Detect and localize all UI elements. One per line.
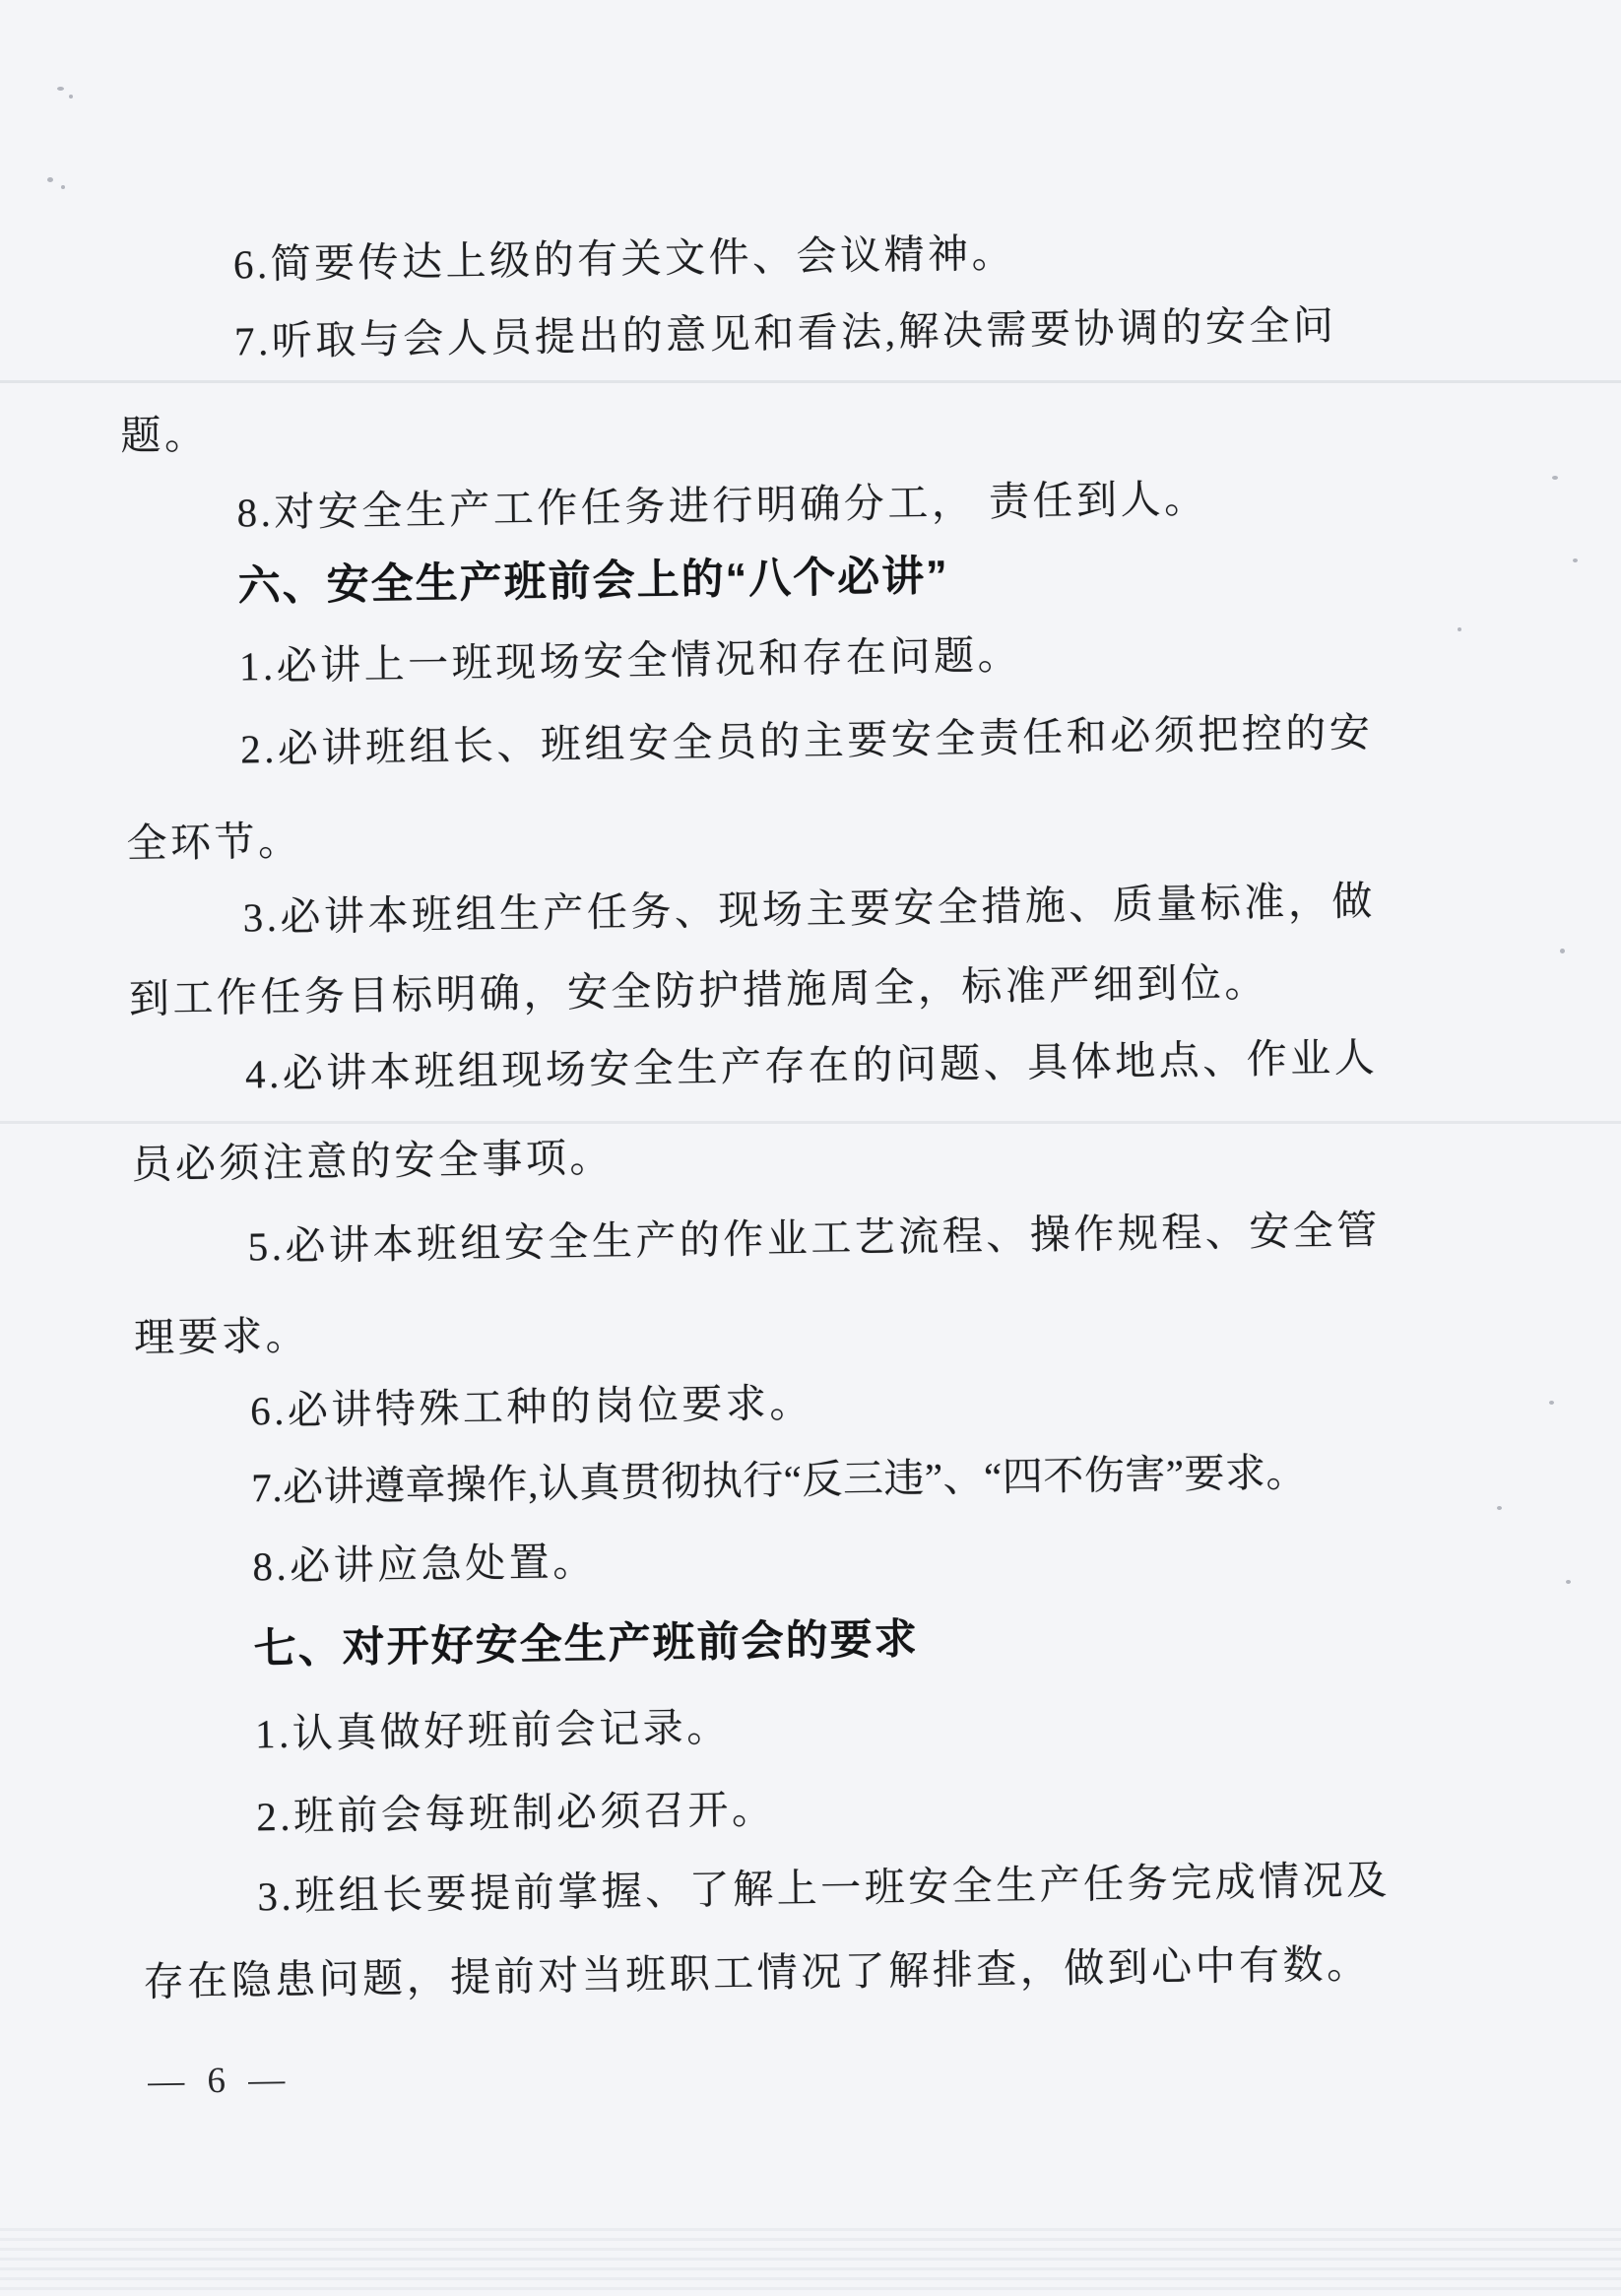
section-heading-six: 六、安全生产班前会上的“八个必讲” bbox=[237, 552, 949, 611]
text-line: 2.班前会每班制必须召开。 bbox=[255, 1786, 776, 1840]
section-heading-seven: 七、对开好安全生产班前会的要求 bbox=[253, 1615, 919, 1673]
text-line: 5.必讲本班组安全生产的作业工艺流程、操作规程、安全管 bbox=[247, 1207, 1382, 1270]
text-line: 理要求。 bbox=[133, 1312, 310, 1361]
text-line: 全环节。 bbox=[126, 818, 302, 867]
text-line: 4.必讲本班组现场安全生产存在的问题、具体地点、作业人 bbox=[244, 1034, 1379, 1097]
text-line: 1.必讲上一班现场安全情况和存在问题。 bbox=[238, 631, 1022, 689]
text-line: 7.听取与会人员提出的意见和看法,解决需要协调的安全问 bbox=[233, 301, 1337, 364]
page-number: — 6 — bbox=[147, 2059, 292, 2103]
text-line: 3.班组长要提前掌握、了解上一班安全生产任务完成情况及 bbox=[257, 1857, 1391, 1920]
text-line: 1.认真做好班前会记录。 bbox=[254, 1704, 732, 1757]
text-line: 存在隐患问题，提前对当班职工情况了解排查，做到心中有数。 bbox=[143, 1940, 1371, 2005]
text-line: 7.必讲遵章操作,认真贯彻执行“反三违”、“四不伤害”要求。 bbox=[250, 1449, 1308, 1511]
text-line: 8.对安全生产工作任务进行明确分工， 责任到人。 bbox=[236, 475, 1208, 536]
text-line: 2.必讲班组长、班组安全员的主要安全责任和必须把控的安 bbox=[239, 709, 1374, 772]
text-line: 题。 bbox=[120, 411, 209, 459]
text-line: 8.必讲应急处置。 bbox=[252, 1539, 598, 1590]
text-line: 3.必讲本班组生产任务、现场主要安全措施、质量标准，做 bbox=[242, 878, 1377, 941]
text-line: 到工作任务目标明确，安全防护措施周全，标准严细到位。 bbox=[128, 959, 1269, 1022]
text-line: 员必须注意的安全事项。 bbox=[131, 1134, 615, 1188]
text-line: 6.必讲特殊工种的岗位要求。 bbox=[249, 1379, 814, 1434]
text-line: 6.简要传达上级的有关文件、会议精神。 bbox=[232, 230, 1016, 288]
